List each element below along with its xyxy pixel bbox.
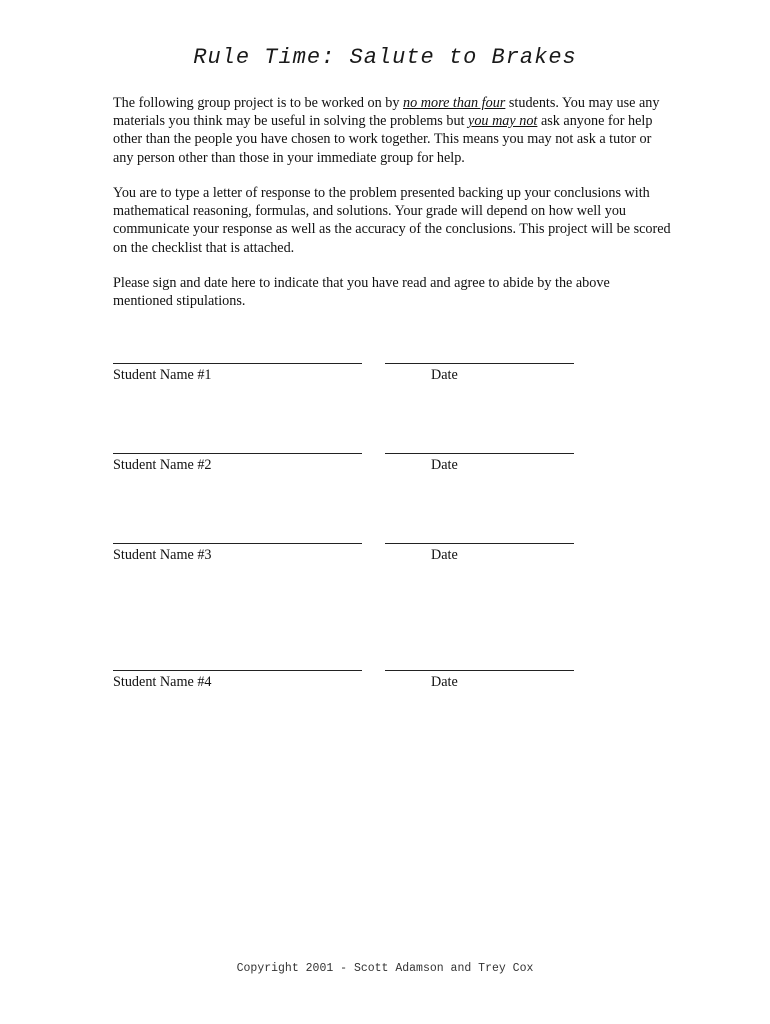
agreement-paragraph: Please sign and date here to indicate that you have read and agree to abide by the above mentioned stipulations. (113, 275, 610, 310)
copyright-footer: Copyright 2001 - Scott Adamson and Trey Cox (236, 962, 534, 975)
student-name-2-line[interactable] (113, 453, 362, 454)
instructions-text-3: ask anyone for help other than the people you have chosen to work together. This means you may not ask a tutor or any person other than those in your immediate group for help. (113, 113, 653, 166)
date-4-line[interactable] (385, 670, 574, 671)
student-name-3-line[interactable] (113, 543, 362, 544)
student-name-4-line[interactable] (113, 670, 362, 671)
date-1-line[interactable] (385, 363, 574, 364)
date-3-line[interactable] (385, 543, 574, 544)
page-title: Rule Time: Salute to Brakes (193, 45, 577, 70)
student-name-2-label: Student Name #2 (113, 457, 212, 473)
date-1-label: Date (431, 367, 458, 383)
instructions-text-2: students. You may use any materials you think may be useful in solving the problems but (113, 95, 660, 130)
date-3-label: Date (431, 547, 458, 563)
student-name-1-label: Student Name #1 (113, 367, 212, 383)
instructions-paragraph (113, 94, 673, 167)
student-name-4-label: Student Name #4 (113, 674, 212, 690)
student-name-1-line[interactable] (113, 363, 362, 364)
emphasis-you-may-not: you may not (468, 113, 538, 130)
student-name-3-label: Student Name #3 (113, 547, 212, 563)
instructions-text-1: The following group project is to be worked on by (113, 95, 403, 111)
response-paragraph: You are to type a letter of response to the problem presented backing up your conclusions with mathematical reasoning, formulas, and solutions. Your grade will depend on how well you communicate your response as well as the accuracy of the conclusions. This project will be scored on the checklist that is attached. (113, 185, 671, 256)
date-2-label: Date (431, 457, 458, 473)
emphasis-no-more-than-four: no more than four (403, 95, 506, 111)
date-4-label: Date (431, 674, 458, 690)
date-2-line[interactable] (385, 453, 574, 454)
